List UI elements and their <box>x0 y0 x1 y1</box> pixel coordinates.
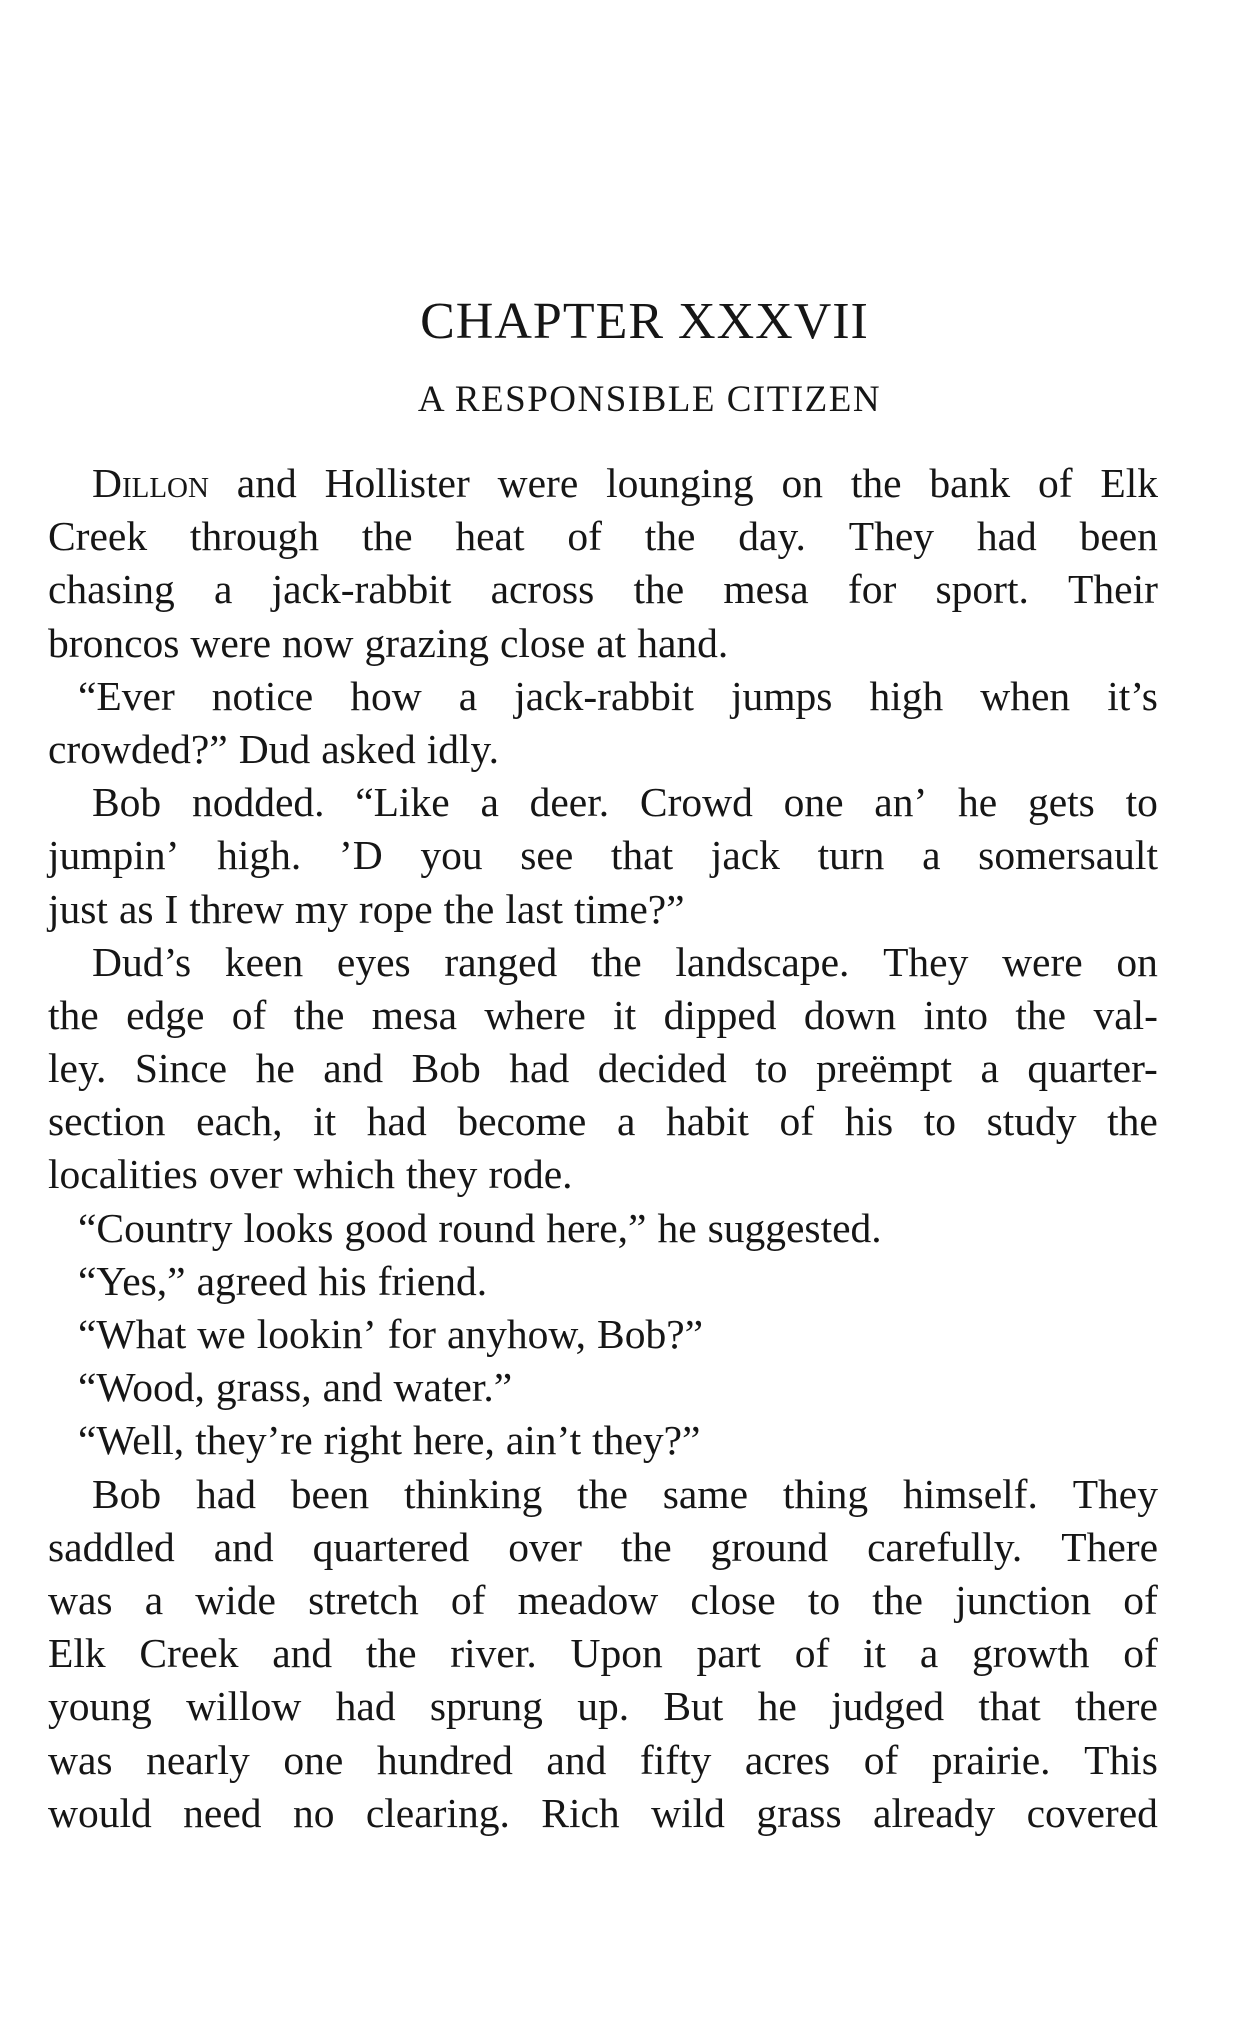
text-line: “Ever notice how a jack-rabbit jumps high when it’s <box>78 672 1158 719</box>
text-line: Dillon and Hollister were lounging on the bank of Elk <box>92 460 1158 506</box>
text-line: Dud’s keen eyes ranged the landscape. They were on <box>92 938 1158 985</box>
text-line: young willow had sprung up. But he judged that there <box>48 1683 1158 1730</box>
text-line: ley. Since he and Bob had decided to preëmpt a quarter- <box>48 1045 1158 1092</box>
text-line: Elk Creek and the river. Upon part of it a growth of <box>48 1630 1158 1677</box>
chapter-title: A RESPONSIBLE CITIZEN <box>417 379 882 420</box>
text-line: jumpin’ high. ’D you see that jack turn a somersault <box>48 832 1158 879</box>
text-line: “What we lookin’ for anyhow, Bob?” <box>78 1311 704 1357</box>
text-line: Creek through the heat of the day. They had been <box>48 513 1158 560</box>
text-line: localities over which they rode. <box>48 1151 573 1198</box>
text-line: would need no clearing. Rich wild grass already covered <box>48 1789 1158 1836</box>
text-line: crowded?” Dud asked idly. <box>48 725 499 772</box>
text-line: Bob had been thinking the same thing himself. They <box>92 1470 1158 1517</box>
text-line: Bob nodded. “Like a deer. Crowd one an’ he gets to <box>92 779 1158 826</box>
text-line: just as I threw my rope the last time?” <box>48 885 685 932</box>
text-line: chasing a jack-rabbit across the mesa for sport. Their <box>48 566 1158 613</box>
text-line: the edge of the mesa where it dipped down into the val- <box>48 991 1158 1038</box>
text-line: broncos were now grazing close at hand. <box>48 619 729 666</box>
text-line: section each, it had become a habit of his to study the <box>48 1098 1158 1145</box>
text-line: “Wood, grass, and water.” <box>78 1364 513 1411</box>
text-line: “Country looks good round here,” he suggested. <box>78 1204 882 1251</box>
text-line: was a wide stretch of meadow close to the junction of <box>48 1576 1158 1623</box>
text-line: was nearly one hundred and fifty acres of prairie. This <box>48 1736 1158 1783</box>
text-line: saddled and quartered over the ground carefully. There <box>48 1523 1158 1570</box>
text-line: “Yes,” agreed his friend. <box>78 1257 488 1304</box>
body-text <box>48 457 1158 1840</box>
text-line: “Well, they’re right here, ain’t they?” <box>78 1417 701 1464</box>
chapter-number: CHAPTER XXXVII <box>420 293 869 350</box>
